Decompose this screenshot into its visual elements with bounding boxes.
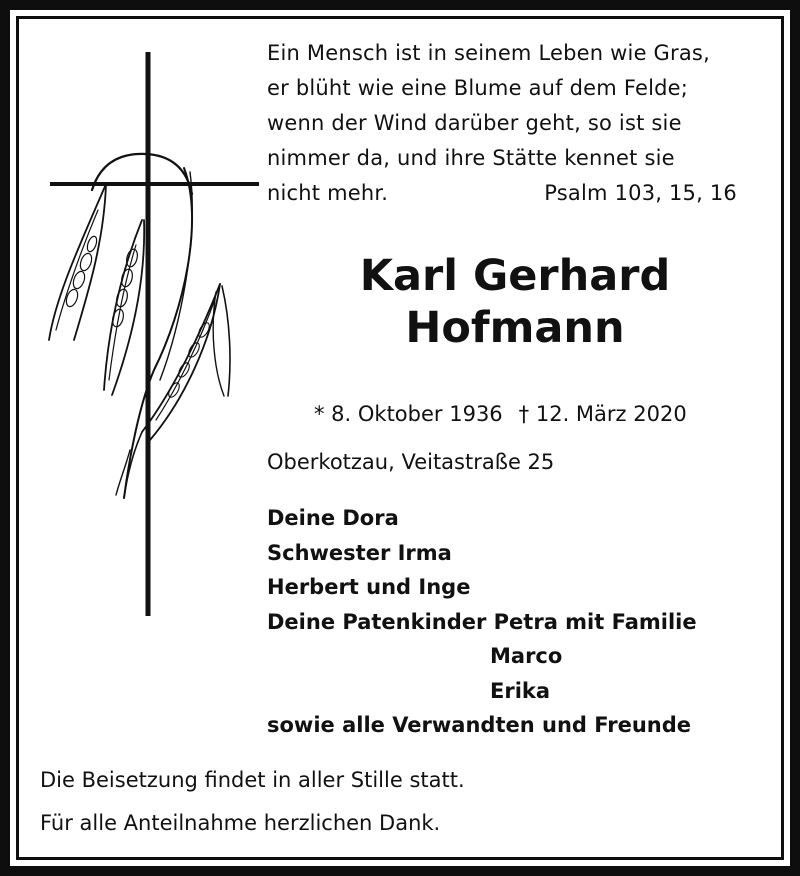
- funeral-info: Die Beisetzung findet in aller Stille statt.: [40, 768, 465, 792]
- psalm-line: Ein Mensch ist in seinem Leben wie Gras,: [267, 41, 710, 65]
- life-dates: [314, 396, 744, 432]
- thanks-note: Für alle Anteilnahme herzlichen Dank.: [40, 811, 441, 835]
- psalm-line: nicht mehr.: [267, 181, 389, 205]
- psalm-quote: [267, 36, 737, 211]
- cross-with-wheat-icon: [34, 40, 259, 620]
- birth-date: * 8. Oktober 1936: [314, 402, 503, 426]
- mourner-line: Marco: [490, 644, 563, 668]
- psalm-last-line: [267, 176, 737, 211]
- psalm-line: er blüht wie eine Blume auf dem Felde;: [267, 76, 689, 100]
- mourner-line: Schwester Irma: [267, 540, 452, 565]
- address: Oberkotzau, Veitastraße 25: [267, 450, 555, 474]
- mourner-line: Erika: [490, 678, 551, 703]
- deceased-surname: Hofmann: [405, 303, 625, 353]
- mourner-line: Deine Patenkinder Petra mit Familie: [267, 609, 697, 634]
- mourner-line: Deine Dora: [267, 506, 399, 530]
- deceased-name: [262, 250, 768, 354]
- funeral-notice: [40, 762, 740, 841]
- psalm-line: wenn der Wind darüber geht, so ist sie: [267, 111, 682, 135]
- deceased-name-line: Karl Gerhard: [359, 251, 671, 301]
- psalm-reference: Psalm 103, 15, 16: [544, 181, 737, 205]
- mourner-line: sowie alle Verwandten und Freunde: [267, 713, 692, 737]
- death-date: † 12. März 2020: [518, 402, 687, 426]
- psalm-line: nimmer da, und ihre Stätte kennet sie: [267, 146, 675, 170]
- mourners-list: [267, 501, 747, 743]
- mourner-line: Herbert und Inge: [267, 575, 471, 599]
